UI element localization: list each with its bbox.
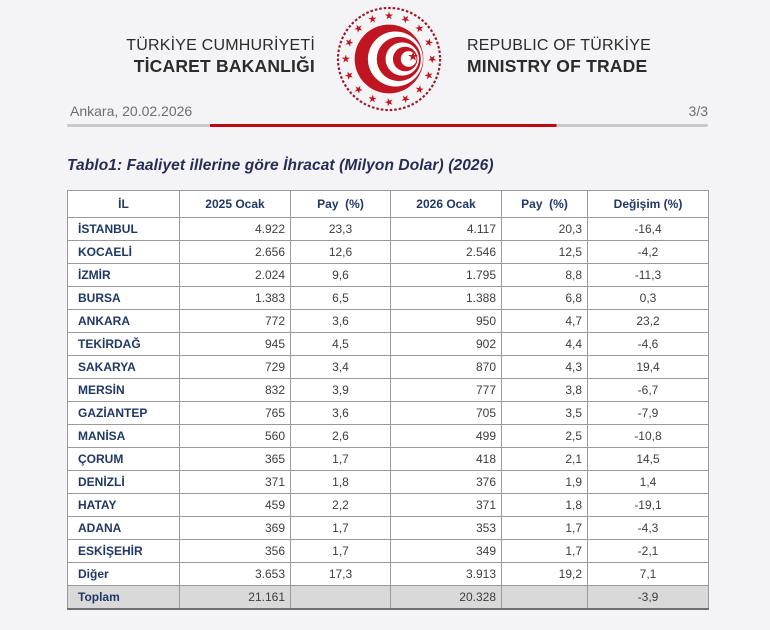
share-2026-cell: 4,4 <box>502 333 588 356</box>
share-2025-cell: 3,9 <box>291 379 391 402</box>
value-2026-cell: 353 <box>391 517 502 540</box>
province-cell: ÇORUM <box>68 448 180 471</box>
share-2026-cell: 1,7 <box>502 540 588 563</box>
col-header-degisim: Değişim (%) <box>588 191 709 218</box>
change-cell: 7,1 <box>588 563 709 586</box>
share-2025-cell: 3,6 <box>291 402 391 425</box>
value-2025-cell: 2.024 <box>180 264 291 287</box>
province-cell: TEKİRDAĞ <box>68 333 180 356</box>
share-2025-cell: 1,8 <box>291 471 391 494</box>
province-cell: KOCAELİ <box>68 241 180 264</box>
change-cell: -16,4 <box>588 218 709 241</box>
total-row <box>68 586 709 609</box>
table-row <box>68 310 709 333</box>
org-en-line2: MINISTRY OF TRADE <box>467 56 648 76</box>
value-2026-cell: 349 <box>391 540 502 563</box>
change-cell: -6,7 <box>588 379 709 402</box>
value-2026-cell: 4.117 <box>391 218 502 241</box>
share-2026-cell: 20,3 <box>502 218 588 241</box>
value-2026-cell: 376 <box>391 471 502 494</box>
share-2025-cell: 3,4 <box>291 356 391 379</box>
table-row <box>68 540 709 563</box>
share-2026-cell: 12,5 <box>502 241 588 264</box>
table-row <box>68 356 709 379</box>
share-2025-cell: 17,3 <box>291 563 391 586</box>
value-2026-cell: 950 <box>391 310 502 333</box>
value-2025-cell: 945 <box>180 333 291 356</box>
province-cell: HATAY <box>68 494 180 517</box>
value-2026-cell: 870 <box>391 356 502 379</box>
value-2025-cell: 3.653 <box>180 563 291 586</box>
province-cell: GAZİANTEP <box>68 402 180 425</box>
table-title: Tablo1: Faaliyet illerine göre İhracat (Milyon Dolar) (2026) <box>67 157 494 174</box>
value-2026-cell: 1.388 <box>391 287 502 310</box>
province-cell: DENİZLİ <box>68 471 180 494</box>
change-cell: -19,1 <box>588 494 709 517</box>
share-2025-cell: 2,2 <box>291 494 391 517</box>
col-header-2026-ocak: 2026 Ocak <box>391 191 502 218</box>
share-2026-cell: 4,7 <box>502 310 588 333</box>
province-cell: İZMİR <box>68 264 180 287</box>
share-2026-cell: 2,1 <box>502 448 588 471</box>
value-2026-cell: 1.795 <box>391 264 502 287</box>
share-2025-cell: 1,7 <box>291 540 391 563</box>
share-2026-cell: 1,9 <box>502 471 588 494</box>
province-cell: MANİSA <box>68 425 180 448</box>
value-2026-cell: 499 <box>391 425 502 448</box>
province-cell: MERSİN <box>68 379 180 402</box>
masthead <box>0 0 770 130</box>
col-header-pay-2026: Pay (%) <box>502 191 588 218</box>
exports-by-province-table <box>67 190 709 610</box>
change-cell: 14,5 <box>588 448 709 471</box>
share-2025-cell: 1,7 <box>291 517 391 540</box>
change-cell: 23,2 <box>588 310 709 333</box>
province-cell: ADANA <box>68 517 180 540</box>
change-cell: 1,4 <box>588 471 709 494</box>
value-2025-cell: 2.656 <box>180 241 291 264</box>
org-tr-line1: TÜRKİYE CUMHURİYETİ <box>126 37 315 54</box>
header-divider-rule <box>67 124 708 127</box>
org-title-english <box>467 35 651 77</box>
share-2025-cell <box>291 586 391 609</box>
value-2025-cell: 365 <box>180 448 291 471</box>
change-cell: -7,9 <box>588 402 709 425</box>
share-2026-cell: 1,8 <box>502 494 588 517</box>
org-title-turkish <box>126 35 315 77</box>
value-2026-cell: 371 <box>391 494 502 517</box>
value-2025-cell: 1.383 <box>180 287 291 310</box>
change-cell: -10,8 <box>588 425 709 448</box>
table-row <box>68 563 709 586</box>
share-2026-cell: 19,2 <box>502 563 588 586</box>
province-cell: İSTANBUL <box>68 218 180 241</box>
value-2025-cell: 765 <box>180 402 291 425</box>
table-row <box>68 287 709 310</box>
share-2025-cell: 9,6 <box>291 264 391 287</box>
value-2026-cell: 2.546 <box>391 241 502 264</box>
value-2025-cell: 356 <box>180 540 291 563</box>
share-2026-cell: 2,5 <box>502 425 588 448</box>
share-2026-cell: 3,5 <box>502 402 588 425</box>
value-2025-cell: 371 <box>180 471 291 494</box>
org-en-line1: REPUBLIC OF TÜRKİYE <box>467 37 651 54</box>
value-2025-cell: 560 <box>180 425 291 448</box>
change-cell: -4,6 <box>588 333 709 356</box>
share-2026-cell: 1,7 <box>502 517 588 540</box>
province-cell: SAKARYA <box>68 356 180 379</box>
table-header <box>68 191 709 218</box>
table-row <box>68 402 709 425</box>
share-2026-cell: 6,8 <box>502 287 588 310</box>
header-row <box>68 191 709 218</box>
province-cell: ESKİŞEHİR <box>68 540 180 563</box>
change-cell: 19,4 <box>588 356 709 379</box>
table-row <box>68 379 709 402</box>
ministry-of-trade-logo-icon <box>336 6 442 112</box>
col-header-2025-ocak: 2025 Ocak <box>180 191 291 218</box>
table-row <box>68 333 709 356</box>
share-2025-cell: 6,5 <box>291 287 391 310</box>
table-row <box>68 241 709 264</box>
province-cell: BURSA <box>68 287 180 310</box>
value-2026-cell: 3.913 <box>391 563 502 586</box>
table-row <box>68 471 709 494</box>
table-row <box>68 425 709 448</box>
change-cell: -3,9 <box>588 586 709 609</box>
org-tr-line2: TİCARET BAKANLIĞI <box>133 56 315 76</box>
share-2025-cell: 23,3 <box>291 218 391 241</box>
share-2026-cell: 4,3 <box>502 356 588 379</box>
province-cell: Toplam <box>68 586 180 609</box>
table-row <box>68 494 709 517</box>
share-2025-cell: 3,6 <box>291 310 391 333</box>
table-row <box>68 218 709 241</box>
value-2025-cell: 369 <box>180 517 291 540</box>
table-row <box>68 517 709 540</box>
change-cell: 0,3 <box>588 287 709 310</box>
dateline: Ankara, 20.02.2026 <box>70 103 193 119</box>
share-2025-cell: 2,6 <box>291 425 391 448</box>
value-2025-cell: 21.161 <box>180 586 291 609</box>
table-row <box>68 264 709 287</box>
change-cell: -4,3 <box>588 517 709 540</box>
value-2026-cell: 705 <box>391 402 502 425</box>
value-2025-cell: 772 <box>180 310 291 333</box>
share-2025-cell: 1,7 <box>291 448 391 471</box>
col-header-pay-2025: Pay (%) <box>291 191 391 218</box>
share-2025-cell: 12,6 <box>291 241 391 264</box>
province-cell: Diğer <box>68 563 180 586</box>
value-2026-cell: 20.328 <box>391 586 502 609</box>
value-2025-cell: 832 <box>180 379 291 402</box>
page-indicator: 3/3 <box>688 103 708 119</box>
value-2025-cell: 459 <box>180 494 291 517</box>
value-2026-cell: 902 <box>391 333 502 356</box>
share-2026-cell <box>502 586 588 609</box>
change-cell: -4,2 <box>588 241 709 264</box>
share-2025-cell: 4,5 <box>291 333 391 356</box>
change-cell: -2,1 <box>588 540 709 563</box>
value-2025-cell: 729 <box>180 356 291 379</box>
value-2026-cell: 777 <box>391 379 502 402</box>
change-cell: -11,3 <box>588 264 709 287</box>
share-2026-cell: 3,8 <box>502 379 588 402</box>
share-2026-cell: 8,8 <box>502 264 588 287</box>
col-header-il: İL <box>68 191 180 218</box>
value-2026-cell: 418 <box>391 448 502 471</box>
table-row <box>68 448 709 471</box>
value-2025-cell: 4.922 <box>180 218 291 241</box>
table-body <box>68 218 709 609</box>
province-cell: ANKARA <box>68 310 180 333</box>
